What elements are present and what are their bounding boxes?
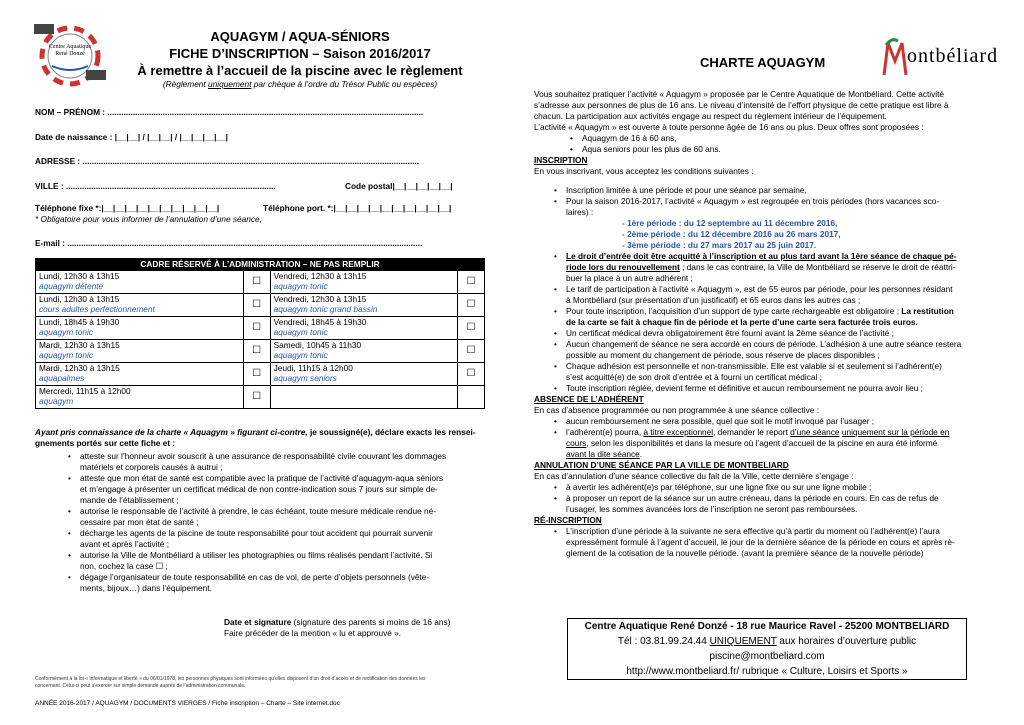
session-checkbox[interactable]: ☐ — [243, 317, 270, 340]
contact-phone: Tél : 03.81.99.24.44 UNIQUEMENT aux horaires d’ouverture public — [617, 636, 917, 647]
document-footer: ANNÉE 2016-2017 / AQUAGYM / DOCUMENTS VIERGES / Fiche inscription – Charte – Site internet.doc — [35, 700, 340, 707]
reinscription-line: expressément formulé à l’agent d’accueil, le jour de la dernière séance de la période en cours et après rè- — [566, 537, 955, 547]
session-cell — [270, 317, 457, 340]
session-checkbox[interactable]: ☐ — [458, 363, 485, 386]
contact-email[interactable]: piscine@montbeliard.com — [709, 651, 825, 662]
montbeliard-logo-text: ontbéliard — [907, 45, 999, 67]
session-type: aquagym tonic — [273, 350, 328, 360]
session-type: aquagym tonic grand bassin — [273, 304, 378, 314]
session-checkbox[interactable]: ☐ — [243, 386, 270, 409]
session-time: Lundi, 12h30 à 13h15 — [39, 271, 120, 281]
declaration-line: atteste sur l’honneur avoir souscrit à une assurance de responsabilité civile couvrant les dommages — [80, 451, 447, 461]
declaration-item — [62, 528, 492, 550]
session-type: aquagym — [39, 396, 74, 406]
city-field[interactable]: VILLE : ........................................................................................... — [35, 181, 276, 191]
session-table — [35, 270, 485, 409]
declaration-line: cessaire par mon état de santé ; — [80, 517, 199, 527]
session-checkbox[interactable]: ☐ — [458, 271, 485, 294]
session-type: aquapalmes — [39, 373, 85, 383]
contact-address: Centre Aquatique René Donzé - 18 rue Maurice Ravel - 25200 MONTBELIARD — [584, 621, 950, 632]
declaration-line: autorise la Ville de Montbéliard à utiliser les photographies ou films réalisés pendant l’activité. Si — [80, 550, 433, 560]
phone-note: * Obligatoire pour vous informer de l’annulation d’une séance, — [35, 214, 262, 224]
declaration-item — [62, 451, 492, 473]
cancellation-line: à proposer un report de la séance sur un autre créneau, dans la période en cours. En cas de refus de — [566, 493, 939, 503]
form-instructions: À remettre à l’accueil de la piscine avec le règlement — [137, 63, 463, 78]
cancellation-heading: ANNULATION D’UNE SÉANCE PAR LA VILLE DE MONTBELIARD — [534, 460, 789, 470]
session-row — [36, 340, 485, 363]
declaration-item — [62, 506, 492, 528]
cancellation-item: • à avertir les adhérent(e)s par téléphone, sur une ligne fixe ou sur une ligne mobile ; — [548, 482, 990, 493]
condition-item: • Pour toute inscription, l’acquisition d’un support de type carte rechargeable est obligatoire ; La restitution de la carte se fait à chaque fin de période et la perte d’une carte sera facturée trois euros. — [548, 306, 990, 328]
declaration-list — [62, 451, 492, 594]
session-time: Lundi, 12h30 à 13h15 — [39, 294, 120, 304]
condition-item: • Toute inscription réglée, devient ferme et définitive et aucun remboursement ne pourra avoir lieu ; — [548, 383, 990, 394]
session-row — [36, 294, 485, 317]
session-cell — [36, 340, 244, 363]
session-time: Jeudi, 11h15 à 12h00 — [273, 363, 353, 373]
session-row — [36, 363, 485, 386]
session-row — [36, 317, 485, 340]
declaration-line: décharge les agents de la piscine de toute responsabilité pour tout accident qui pourrait survenir — [80, 528, 433, 538]
absence-item: • l’adhérent(e) pourra, à titre exceptionnel, demander le report d’une séance uniquement sur la période en cours, selon les disponibilités et dans la mesure où l’agent d’accueil de la piscine en aura été informé avant la dite séance. — [548, 427, 990, 460]
declaration-item — [62, 473, 492, 506]
postal-code-field[interactable]: Code postal|__|__|__|__|__| — [345, 181, 453, 191]
session-cell — [270, 363, 457, 386]
session-cell — [270, 340, 457, 363]
reinscription-item — [548, 526, 990, 559]
session-cell — [36, 294, 244, 317]
session-cell — [36, 386, 244, 409]
session-time: Vendredi, 12h30 à 13h15 — [273, 294, 367, 304]
declaration-line: et m’engage à présenter un certificat médical de non contre-indication sous 7 jours sur simple de- — [80, 484, 438, 494]
session-type: aquagym tonic — [273, 327, 328, 337]
inscription-heading: INSCRIPTION — [534, 155, 588, 165]
session-time: Lundi, 18h45 à 19h30 — [39, 317, 120, 327]
cancellation-item — [548, 493, 990, 515]
montbeliard-logo — [880, 35, 999, 80]
session-checkbox[interactable]: ☐ — [458, 340, 485, 363]
condition-line: Chaque adhésion est personnelle et non-transmissible. Elle est valable si et seulement si l’adhérent(e) — [566, 361, 942, 371]
intro-line: chacun. La participation aux activités engage au respect du règlement intérieur de l’équipement. — [534, 111, 887, 121]
charte-body — [534, 89, 990, 559]
contact-box — [567, 618, 967, 680]
session-time: Vendredi, 18h45 à 19h30 — [273, 317, 367, 327]
session-time: Mardi, 12h30 à 13h15 — [39, 340, 120, 350]
declaration-item — [62, 572, 492, 594]
session-type: aquagym tonic — [273, 281, 328, 291]
session-cell — [36, 317, 244, 340]
email-field[interactable]: E-mail : .......................................................................................................................................................... — [35, 238, 423, 248]
session-time: Mardi, 12h30 à 13h15 — [39, 363, 120, 373]
declaration-line: autorise le responsable de l’activité à prendre, le cas échéant, toute mesure médicale rendue né- — [80, 506, 437, 516]
condition-line: laires) : — [566, 207, 594, 217]
name-field[interactable]: NOM – PRÉNOM : ......................................................................................................................................... — [35, 107, 424, 117]
condition-line: à Montbéliard (sur présentation d’un justificatif) et 65 euros dans les autres cas ; — [566, 295, 861, 305]
declaration-line: non, cochez la case ☐ ; — [80, 561, 168, 571]
condition-line: Le tarif de participation à l’activité « Aquagym », est de 55 euros par période, pour les personnes résidant — [566, 284, 953, 294]
session-cell — [270, 386, 457, 409]
reinscription-heading: RÉ-INSCRIPTION — [534, 515, 602, 525]
intro-line: s’adresse aux personnes de plus de 16 ans. Le niveau d’intensité de l’effort physique de cette pratique est libre à — [534, 100, 949, 110]
address-field[interactable]: ADRESSE : .................................................................................................................................................. — [35, 156, 420, 166]
cancellation-line: l’usager, les sommes avancées lors de l’inscription ne seront pas remboursées. — [566, 504, 858, 514]
condition-item — [548, 284, 990, 306]
session-checkbox — [458, 386, 485, 409]
reinscription-line: L’inscription d’une période à la suivante ne sera effective qu’à partir du moment où l’adhérent(e) l’aura — [566, 526, 940, 536]
condition-line: s’est acquitté(e) de son droit d’entrée et à fourni un certificat médical ; — [566, 372, 822, 382]
pool-logo — [30, 20, 110, 88]
declaration-line: mande de l’établissement ; — [80, 495, 179, 505]
intro-line: L’activité « Aquagym » est ouverte à toute personne âgée de 16 ans ou plus. Deux offres sont proposées : — [534, 122, 924, 132]
session-cell — [36, 363, 244, 386]
privacy-note: Conformément à la loi « informatique et liberté » du 06/01/1978, les personnes physiques sont informées qu’elles disposent d’un droit d’accès et de rectification des données les concernant. Celui-ci peut s’exercer sur simple demande auprès de l’administration communale. — [35, 676, 426, 689]
inscription-intro: En vous inscrivant, vous acceptez les conditions suivantes : — [534, 166, 754, 176]
condition-item — [548, 196, 990, 218]
declaration-line: ments, bijoux…) dans l’équipement. — [80, 583, 212, 593]
offer-item: • Aqua seniors pour les plus de 60 ans. — [564, 144, 990, 155]
admin-box — [35, 258, 485, 409]
session-type: aquagym tonic — [39, 350, 93, 360]
declaration-line: matériels et corporels causés à autrui ; — [80, 462, 223, 472]
condition-item: • Inscription limitée à une période et pour une séance par semaine, — [548, 185, 990, 196]
condition-line: possible au moment du changement de période, sous réserve de places disponibles ; — [566, 350, 880, 360]
session-row — [36, 386, 485, 409]
signature-label: Date et signature (signature des parents si moins de 16 ans) — [224, 617, 451, 627]
absence-intro: En cas d’absence programmée ou non programmée à une séance collective : — [534, 405, 820, 415]
absence-item: • aucun remboursement ne sera possible, quel que soit le motif invoqué par l’usager ; — [548, 416, 990, 427]
charte-title: CHARTE AQUAGYM — [700, 55, 826, 70]
session-cell — [270, 294, 457, 317]
condition-line: Pour la saison 2016-2017, l’activité « Aquagym » est regroupée en trois périodes (hors vacances sco- — [566, 196, 940, 206]
session-cell — [270, 271, 457, 294]
cancellation-intro: En cas d’annulation d’une séance collective du fait de la Ville, cette dernière s’engage : — [534, 471, 854, 481]
payment-note: (Règlement uniquement par chèque à l’ordre du Trésor Public ou espèces) — [162, 79, 438, 89]
session-checkbox[interactable]: ☐ — [458, 294, 485, 317]
session-time: Samedi, 10h45 à 11h30 — [273, 340, 362, 350]
condition-item: • Un certificat médical devra obligatoirement être fourni avant la 2ème séance de l’activité ; — [548, 328, 990, 339]
intro-line: Vous souhaitez pratiquer l’activité « Aquagym » proposée par le Centre Aquatique de Montbéliard. Cette activité — [534, 89, 945, 99]
declaration: Ayant pris connaissance de la charte « Aquagym » figurant ci-contre, je soussigné(e), déclare exacts les rensei- gnements portés sur cette fiche et : — [35, 427, 476, 448]
pool-logo-text: Centre Aquatique René Donzé — [48, 44, 92, 57]
absence-heading: ABSENCE DE L’ADHÉRENT — [534, 394, 644, 404]
condition-item: • Le droit d’entrée doit être acquitté à l’inscription et au plus tard avant la 1ère séance de chaque pé- riode lors du renouvellement ; dans le cas contraire, la Ville de Montbéliard se réserve le droit de réattri- buer la place à un autre adhérent ; — [548, 251, 990, 284]
declaration-line: dégage l’organisateur de toute responsabilité en cas de vol, de perte d’objets personnels (vête- — [80, 572, 430, 582]
offer-item: • Aquagym de 16 à 60 ans, — [564, 133, 990, 144]
session-time: Mercredi, 11h15 à 12h00 — [39, 386, 131, 396]
session-time: Vendredi, 12h30 à 13h15 — [273, 271, 367, 281]
period-item: - 3ème période : du 27 mars 2017 au 25 juin 2017. — [622, 240, 817, 250]
reinscription-line: glement de la cotisation de la nouvelle période. (avant la première séance de la nouvelle période) — [566, 548, 924, 558]
condition-line: Aucun changement de séance ne sera accordé en cours de période. L’adhésion à une autre séance restera — [566, 339, 962, 349]
session-checkbox[interactable]: ☐ — [243, 363, 270, 386]
session-checkbox[interactable]: ☐ — [243, 294, 270, 317]
period-item: - 1ère période : du 12 septembre au 11 décembre 2016, — [622, 218, 838, 228]
session-type: aquagym détente — [39, 281, 104, 291]
session-type: aquagym tonic — [39, 327, 93, 337]
signature-instruction: Faire précéder de la mention « lu et approuvé ». — [224, 628, 402, 638]
session-checkbox[interactable]: ☐ — [458, 317, 485, 340]
session-cell — [36, 271, 244, 294]
session-type: cours adultes perfectionnement — [39, 304, 155, 314]
declaration-line: atteste que mon état de santé est compatible avec la pratique de l’activité d’aquagym-aqua séniors — [80, 473, 443, 483]
form-subtitle: FICHE D’INSCRIPTION – Saison 2016/2017 — [169, 46, 431, 61]
session-checkbox[interactable]: ☐ — [243, 340, 270, 363]
declaration-item — [62, 550, 492, 572]
form-title: AQUAGYM / AQUA-SÉNIORS — [210, 29, 390, 44]
session-row — [36, 271, 485, 294]
birthdate-field[interactable]: Date de naissance : |__|__| / |__|__| / |__|__|__|__| — [35, 132, 228, 142]
session-type: aquagym seniors — [273, 373, 337, 383]
contact-website[interactable]: http://www.montbeliard.fr/ rubrique « Culture, Loisirs et Sports » — [626, 666, 908, 677]
phone-fixed-field[interactable]: Téléphone fixe *:|__|__|__|__|__|__|__|__|__|__| — [35, 203, 220, 213]
phone-mobile-field[interactable]: Téléphone port. *:|__|__|__|__|__|__|__|__|__|__| — [263, 203, 452, 213]
declaration-line: avant et après l’activité ; — [80, 539, 170, 549]
condition-item — [548, 361, 990, 383]
admin-header: CADRE RÉSERVÉ À L’ADMINISTRATION – NE PAS REMPLIR — [35, 258, 485, 270]
session-checkbox[interactable]: ☐ — [243, 271, 270, 294]
condition-item — [548, 339, 990, 361]
period-item: - 2ème période : du 12 décembre 2016 au 26 mars 2017, — [622, 229, 841, 239]
